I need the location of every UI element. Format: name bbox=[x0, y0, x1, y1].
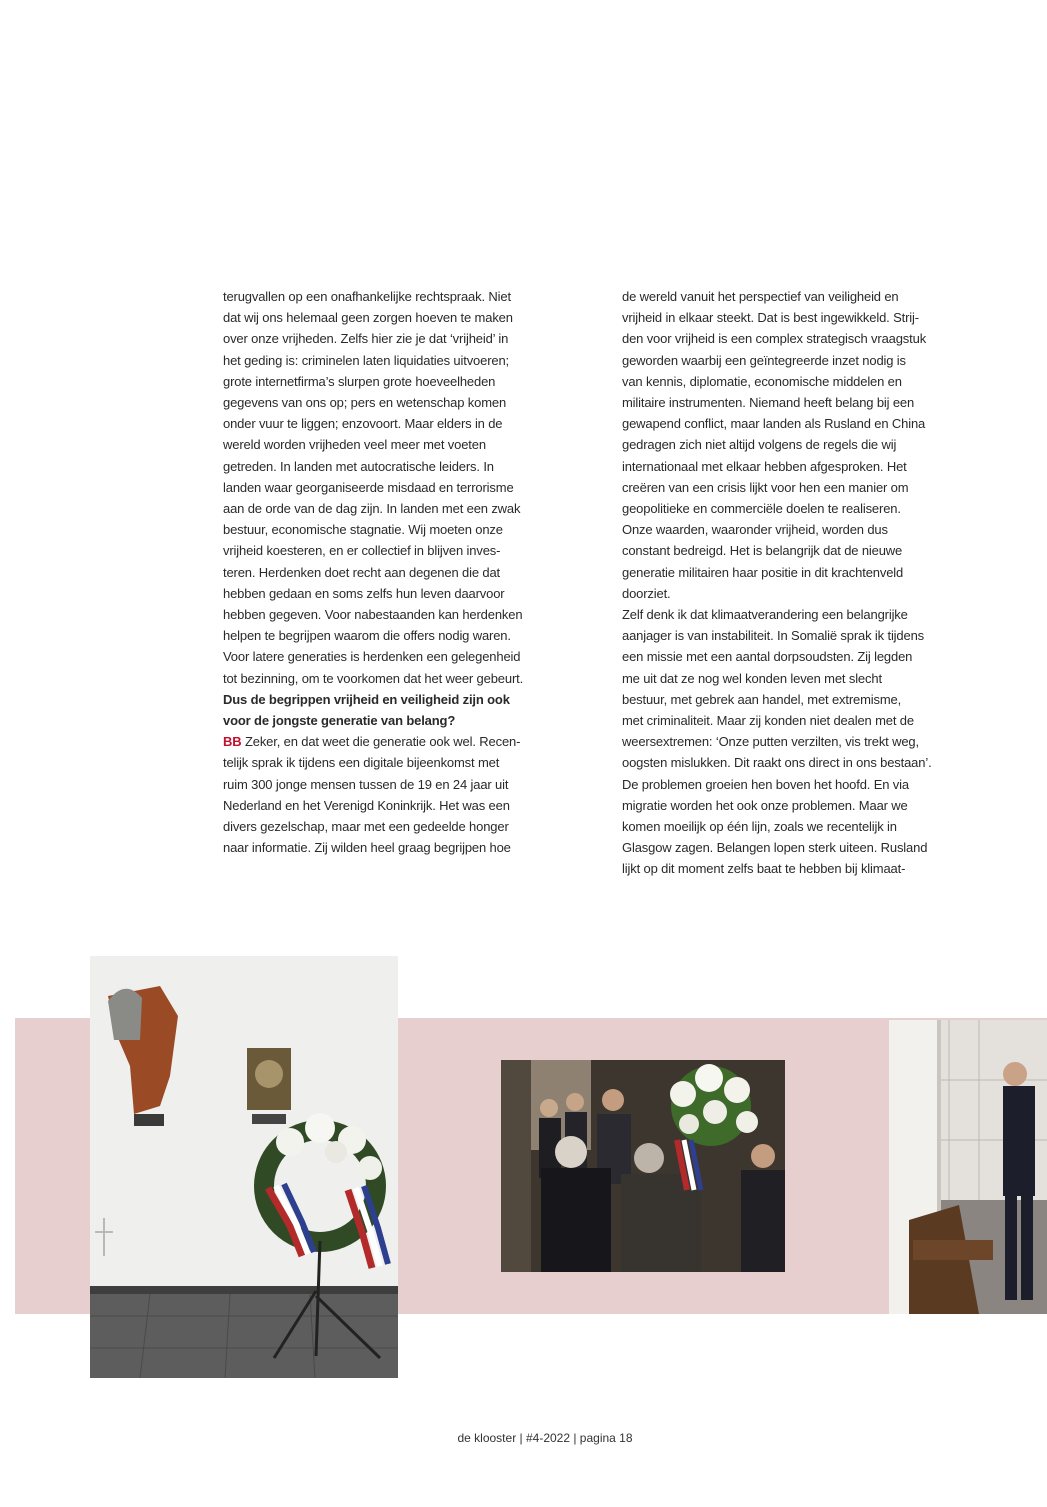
text-line: terugvallen op een onafhankelijke rechtspraak. Niet bbox=[223, 289, 511, 304]
photo-officer-standing bbox=[889, 1020, 1047, 1314]
text-line: wereld worden vrijheden veel meer met voeten bbox=[223, 437, 486, 453]
text-line: geopolitieke en commerciële doelen te realiseren. bbox=[622, 501, 901, 517]
text-line: naar informatie. Zij wilden heel graag begrijpen hoe bbox=[223, 840, 511, 856]
left-text-column bbox=[223, 286, 601, 858]
text-line: constant bedreigd. Het is belangrijk dat de nieuwe bbox=[622, 543, 903, 559]
text-line: dat wij ons helemaal geen zorgen hoeven te maken bbox=[223, 310, 513, 326]
text-line: doorziet. bbox=[622, 585, 671, 601]
text-line: hebben gegeven. Voor nabestaanden kan herdenken bbox=[223, 607, 523, 623]
left-paragraph-2 bbox=[223, 731, 601, 858]
memorial-wall-illustration bbox=[90, 956, 398, 1378]
left-paragraph-1 bbox=[223, 286, 601, 689]
text-line: generatie militairen haar positie in dit krachtenveld bbox=[622, 564, 904, 580]
text-line: Glasgow zagen. Belangen lopen sterk uiteen. Rusland bbox=[622, 840, 928, 856]
text-line: vrijheid koesteren, en er collectief in blijven inves- bbox=[223, 543, 501, 559]
officer-illustration bbox=[889, 1020, 1047, 1314]
text-line: telijk sprak ik tijdens een digitale bijeenkomst met bbox=[223, 755, 500, 771]
text-line: aan de orde van de dag zijn. In landen met een zwak bbox=[223, 501, 521, 517]
text-line: met criminaliteit. Maar zij konden niet dealen met de bbox=[622, 713, 914, 729]
text-line: Onze waarden, waaronder vrijheid, worden dus bbox=[622, 522, 888, 538]
text-line: weersextremen: ‘Onze putten verzilten, vis trekt weg, bbox=[622, 734, 919, 750]
text-line: komen moeilijk op één lijn, zoals we recentelijk in bbox=[622, 819, 897, 835]
text-line: oogsten mislukken. Dit raakt ons direct in ons bestaan’. bbox=[622, 755, 932, 771]
text-line: militaire instrumenten. Niemand heeft belang bij een bbox=[622, 395, 915, 411]
photo-wreath-laying-ceremony bbox=[501, 1060, 785, 1272]
text-line: geworden waarbij een geïntegreerde inzet nodig is bbox=[622, 352, 906, 368]
text-line: Zelf denk ik dat klimaatverandering een belangrijke bbox=[622, 607, 908, 623]
answer-first-line bbox=[223, 731, 601, 752]
text-line: Voor latere generaties is herdenken een gelegenheid bbox=[223, 649, 521, 665]
text-line: internationaal met elkaar hebben afgesproken. Het bbox=[622, 458, 907, 474]
photo-memorial-wall-wreath bbox=[90, 956, 398, 1378]
speaker-initials: BB bbox=[223, 734, 242, 750]
text-line: bestuur, economische stagnatie. Wij moeten onze bbox=[223, 522, 503, 538]
text-line: ruim 300 jonge mensen tussen de 19 en 24 jaar uit bbox=[223, 776, 509, 792]
text-line: een missie met een aantal dorpsoudsten. Zij legden bbox=[622, 649, 913, 665]
text-line: aanjager is van instabiliteit. In Somalië sprak ik tijdens bbox=[622, 628, 925, 644]
text-line: creëren van een crisis lijkt voor hen een manier om bbox=[622, 479, 909, 495]
text-line: bestuur, met gebrek aan handel, met extremisme, bbox=[622, 691, 902, 707]
text-line: den voor vrijheid is een complex strategisch vraagstuk bbox=[622, 331, 927, 347]
text-line: getreden. In landen met autocratische leiders. In bbox=[223, 458, 494, 474]
text-line: lijkt op dit moment zelfs baat te hebben bij klimaat- bbox=[622, 861, 906, 877]
interview-question bbox=[223, 689, 601, 731]
text-line: de wereld vanuit het perspectief van veiligheid en bbox=[622, 289, 899, 304]
text-line: over onze vrijheden. Zelfs hier zie je dat ‘vrijheid’ in bbox=[223, 331, 509, 347]
text-line: helpen te begrijpen waarom die offers nodig waren. bbox=[223, 628, 511, 644]
text-line: De problemen groeien hen boven het hoofd. En via bbox=[622, 776, 909, 792]
text-line: vrijheid in elkaar steekt. Dat is best ingewikkeld. Strij- bbox=[622, 310, 919, 326]
page-footer: de klooster | #4-2022 | pagina 18 bbox=[457, 1431, 633, 1445]
text-line: landen waar georganiseerde misdaad en terrorisme bbox=[223, 479, 514, 495]
right-paragraph bbox=[622, 286, 1000, 880]
text-line: gewapend conflict, maar landen als Rusland en China bbox=[622, 416, 926, 432]
text-line: hebben gedaan en soms zelfs hun leven daarvoor bbox=[223, 585, 505, 601]
answer-first-text: Zeker, en dat weet die generatie ook wel. Recen- bbox=[241, 734, 521, 750]
text-line: gedragen zich niet altijd volgens de regels die wij bbox=[622, 437, 897, 453]
text-line: grote internetfirma’s slurpen grote hoeveelheden bbox=[223, 373, 496, 389]
question-line: voor de jongste generatie van belang? bbox=[223, 713, 456, 729]
text-line: tot bezinning, om te voorkomen dat het weer gebeurt. bbox=[223, 670, 524, 686]
ceremony-illustration bbox=[501, 1060, 785, 1272]
text-line: onder vuur te liggen; enzovoort. Maar elders in de bbox=[223, 416, 503, 432]
text-line: teren. Herdenken doet recht aan degenen die dat bbox=[223, 564, 500, 580]
text-line: me uit dat ze nog wel konden leven met slecht bbox=[622, 670, 882, 686]
text-line: gegevens van ons op; pers en wetenschap komen bbox=[223, 395, 507, 411]
question-line: Dus de begrippen vrijheid en veiligheid zijn ook bbox=[223, 691, 510, 707]
text-line: migratie worden het ook onze problemen. Maar we bbox=[622, 797, 908, 813]
text-line: van kennis, diplomatie, economische middelen en bbox=[622, 373, 902, 389]
text-line: het geding is: criminelen laten liquidaties uitvoeren; bbox=[223, 352, 510, 368]
text-line: Nederland en het Verenigd Koninkrijk. Het was een bbox=[223, 797, 510, 813]
text-line: divers gezelschap, maar met een gedeelde honger bbox=[223, 819, 509, 835]
right-text-column bbox=[622, 286, 1000, 880]
